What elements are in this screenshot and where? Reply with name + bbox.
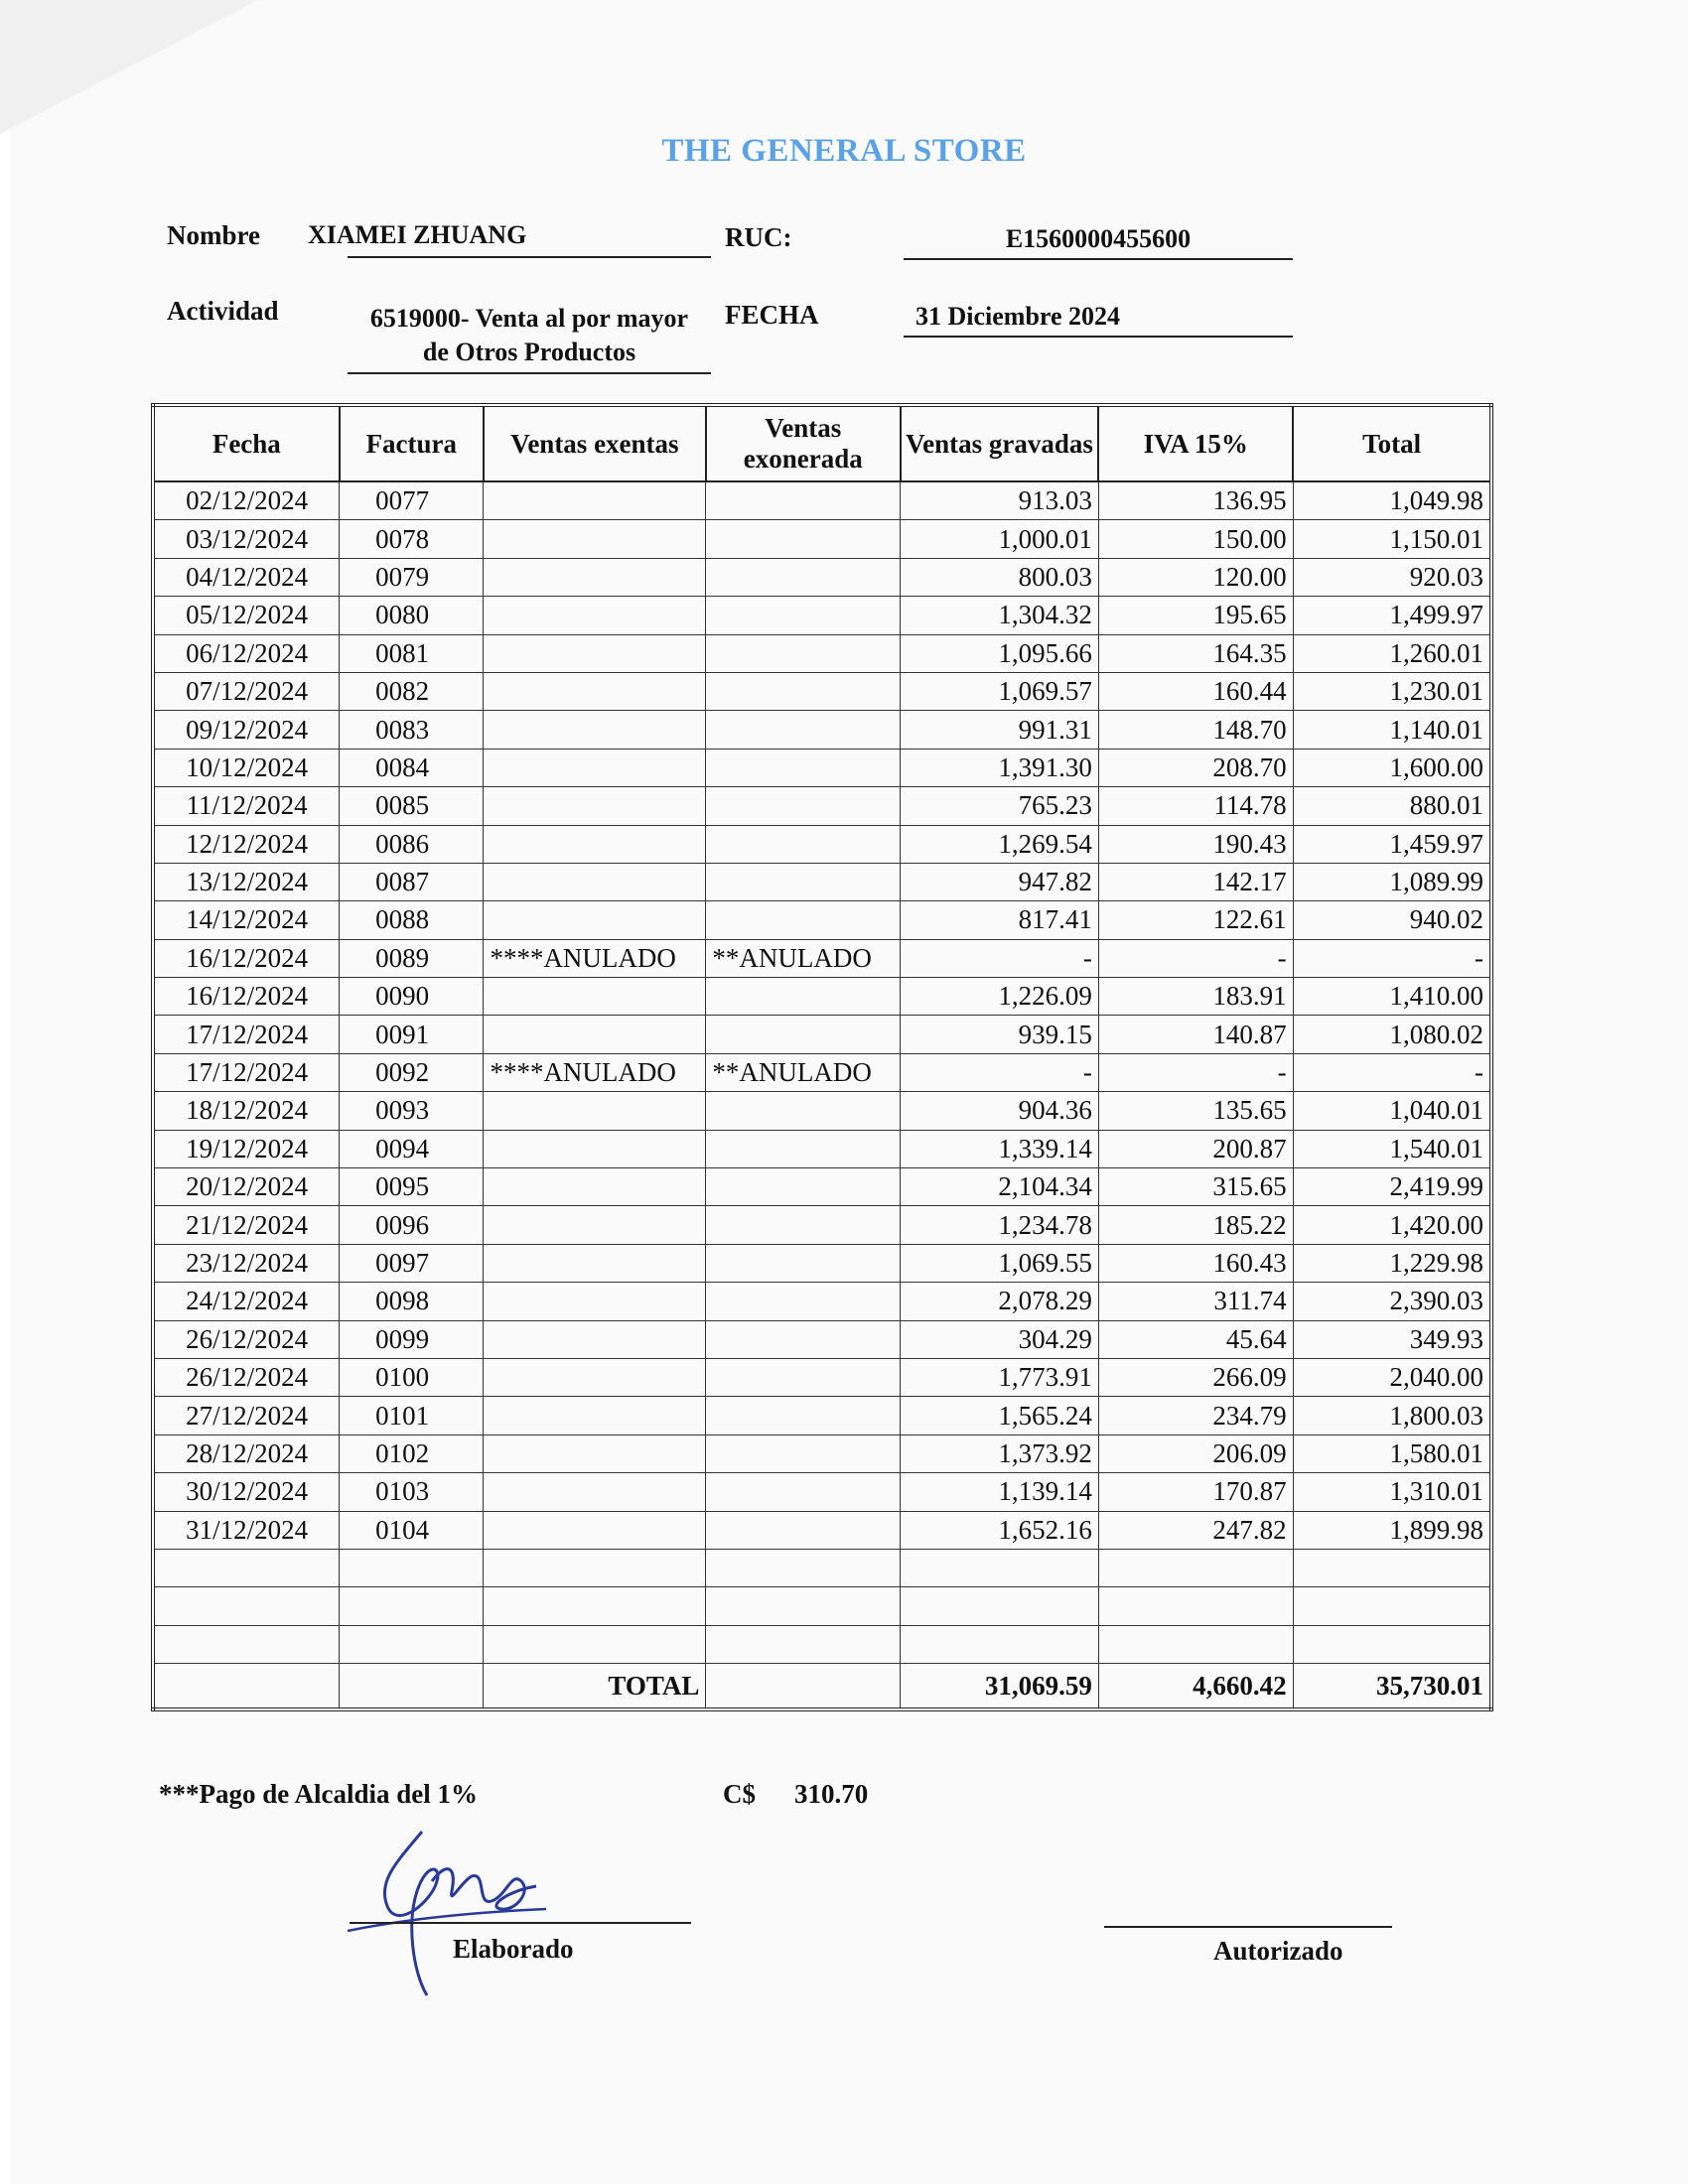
row-iva: 234.79 bbox=[1098, 1397, 1293, 1434]
ruc-label: RUC: bbox=[725, 222, 792, 252]
row-fecha: 20/12/2024 bbox=[153, 1168, 340, 1206]
row-total: 920.03 bbox=[1293, 558, 1491, 596]
table-row bbox=[153, 634, 1491, 672]
row-ventas-exonerada bbox=[706, 1320, 901, 1358]
handwritten-signature bbox=[338, 1822, 576, 2000]
row-iva: 190.43 bbox=[1098, 825, 1293, 863]
row-ventas-exonerada bbox=[706, 634, 901, 672]
row-ventas-gravadas: 947.82 bbox=[901, 863, 1099, 900]
table-row bbox=[153, 787, 1491, 825]
row-ventas-exonerada bbox=[706, 1092, 901, 1130]
table-row bbox=[153, 1283, 1491, 1320]
row-ventas-exentas bbox=[484, 1130, 706, 1167]
row-total: 2,419.99 bbox=[1293, 1168, 1491, 1206]
row-iva: 247.82 bbox=[1098, 1511, 1293, 1549]
table-row bbox=[153, 1130, 1491, 1167]
row-ventas-gravadas: 1,069.57 bbox=[901, 672, 1099, 710]
row-fecha: 02/12/2024 bbox=[153, 481, 340, 520]
row-total: 1,459.97 bbox=[1293, 825, 1491, 863]
row-iva: - bbox=[1098, 1053, 1293, 1091]
row-fecha: 18/12/2024 bbox=[153, 1092, 340, 1130]
row-iva: 135.65 bbox=[1098, 1092, 1293, 1130]
row-ventas-exonerada: **ANULADO bbox=[706, 939, 901, 977]
row-iva: 160.43 bbox=[1098, 1244, 1293, 1282]
row-fecha: 05/12/2024 bbox=[153, 597, 340, 634]
elaborado-line bbox=[350, 1922, 691, 1924]
row-ventas-exentas bbox=[484, 1092, 706, 1130]
row-iva: 170.87 bbox=[1098, 1473, 1293, 1511]
table-row bbox=[153, 749, 1491, 786]
autorizado-label: Autorizado bbox=[1213, 1936, 1343, 1966]
row-ventas-gravadas: 991.31 bbox=[901, 711, 1099, 749]
table-row bbox=[153, 1434, 1491, 1472]
row-total: 1,600.00 bbox=[1293, 749, 1491, 786]
ruc-value: E1560000455600 bbox=[1005, 224, 1192, 253]
row-ventas-exentas bbox=[484, 1434, 706, 1472]
row-ventas-gravadas: 1,373.92 bbox=[901, 1434, 1099, 1472]
blank-row bbox=[153, 1625, 1491, 1663]
row-ventas-gravadas: - bbox=[901, 1053, 1099, 1091]
row-ventas-exonerada bbox=[706, 672, 901, 710]
table-row bbox=[153, 1358, 1491, 1396]
row-iva: 122.61 bbox=[1098, 901, 1293, 939]
row-fecha: 24/12/2024 bbox=[153, 1283, 340, 1320]
row-fecha: 26/12/2024 bbox=[153, 1320, 340, 1358]
col-header-ventas-exonerada: Ventas exonerada bbox=[706, 405, 901, 481]
row-ventas-exentas bbox=[484, 901, 706, 939]
row-ventas-exentas bbox=[484, 711, 706, 749]
table-header-row bbox=[153, 405, 1491, 481]
fecha-underline bbox=[904, 336, 1293, 338]
actividad-label: Actividad bbox=[167, 296, 279, 326]
row-ventas-exentas bbox=[484, 1397, 706, 1434]
row-total: 1,260.01 bbox=[1293, 634, 1491, 672]
row-ventas-gravadas: 1,652.16 bbox=[901, 1511, 1099, 1549]
row-ventas-gravadas: 1,226.09 bbox=[901, 978, 1099, 1016]
row-iva: 195.65 bbox=[1098, 597, 1293, 634]
col-header-fecha: Fecha bbox=[153, 405, 340, 481]
row-factura: 0103 bbox=[340, 1473, 484, 1511]
row-iva: 150.00 bbox=[1098, 520, 1293, 558]
row-factura: 0101 bbox=[340, 1397, 484, 1434]
row-ventas-exonerada bbox=[706, 1168, 901, 1206]
row-total: 1,499.97 bbox=[1293, 597, 1491, 634]
row-factura: 0102 bbox=[340, 1434, 484, 1472]
row-ventas-exentas bbox=[484, 481, 706, 520]
row-ventas-exentas bbox=[484, 634, 706, 672]
row-iva: 45.64 bbox=[1098, 1320, 1293, 1358]
row-ventas-gravadas: 1,234.78 bbox=[901, 1206, 1099, 1244]
fecha-value: 31 Diciembre 2024 bbox=[915, 302, 1121, 331]
row-fecha: 10/12/2024 bbox=[153, 749, 340, 786]
row-ventas-exentas bbox=[484, 1473, 706, 1511]
row-ventas-gravadas: 1,095.66 bbox=[901, 634, 1099, 672]
table-row bbox=[153, 1511, 1491, 1549]
blank-row bbox=[153, 1549, 1491, 1586]
row-ventas-exonerada bbox=[706, 978, 901, 1016]
row-total: 1,080.02 bbox=[1293, 1016, 1491, 1053]
row-fecha: 19/12/2024 bbox=[153, 1130, 340, 1167]
row-ventas-exentas bbox=[484, 1358, 706, 1396]
table-row bbox=[153, 939, 1491, 977]
row-iva: 185.22 bbox=[1098, 1206, 1293, 1244]
row-total: 1,540.01 bbox=[1293, 1130, 1491, 1167]
row-ventas-exonerada bbox=[706, 863, 901, 900]
folded-corner bbox=[0, 0, 258, 134]
row-factura: 0088 bbox=[340, 901, 484, 939]
table-row bbox=[153, 1397, 1491, 1434]
row-ventas-gravadas: 2,078.29 bbox=[901, 1283, 1099, 1320]
row-factura: 0099 bbox=[340, 1320, 484, 1358]
table-row bbox=[153, 520, 1491, 558]
row-ventas-exonerada bbox=[706, 1206, 901, 1244]
row-factura: 0094 bbox=[340, 1130, 484, 1167]
table-row bbox=[153, 978, 1491, 1016]
row-iva: 160.44 bbox=[1098, 672, 1293, 710]
row-factura: 0096 bbox=[340, 1206, 484, 1244]
col-header-iva: IVA 15% bbox=[1098, 405, 1293, 481]
row-fecha: 26/12/2024 bbox=[153, 1358, 340, 1396]
total-total: 35,730.01 bbox=[1293, 1664, 1491, 1710]
row-total: 1,800.03 bbox=[1293, 1397, 1491, 1434]
row-ventas-exonerada bbox=[706, 1130, 901, 1167]
row-total: 1,410.00 bbox=[1293, 978, 1491, 1016]
row-ventas-exonerada bbox=[706, 597, 901, 634]
row-factura: 0079 bbox=[340, 558, 484, 596]
ledger-body bbox=[153, 481, 1491, 1549]
col-header-total: Total bbox=[1293, 405, 1491, 481]
row-fecha: 07/12/2024 bbox=[153, 672, 340, 710]
row-ventas-exonerada bbox=[706, 711, 901, 749]
row-ventas-exentas bbox=[484, 558, 706, 596]
row-factura: 0098 bbox=[340, 1283, 484, 1320]
total-iva: 4,660.42 bbox=[1098, 1664, 1293, 1710]
row-factura: 0089 bbox=[340, 939, 484, 977]
total-row bbox=[153, 1664, 1491, 1710]
row-ventas-exonerada bbox=[706, 825, 901, 863]
row-iva: 208.70 bbox=[1098, 749, 1293, 786]
row-iva: 114.78 bbox=[1098, 787, 1293, 825]
col-header-ventas-exentas: Ventas exentas bbox=[484, 405, 706, 481]
row-total: 1,310.01 bbox=[1293, 1473, 1491, 1511]
row-ventas-exonerada bbox=[706, 1244, 901, 1282]
row-factura: 0097 bbox=[340, 1244, 484, 1282]
row-ventas-exonerada bbox=[706, 1358, 901, 1396]
row-ventas-exentas bbox=[484, 749, 706, 786]
row-ventas-gravadas: 1,773.91 bbox=[901, 1358, 1099, 1396]
row-total: 1,089.99 bbox=[1293, 863, 1491, 900]
table-row bbox=[153, 1016, 1491, 1053]
row-ventas-gravadas: 1,269.54 bbox=[901, 825, 1099, 863]
row-ventas-exentas bbox=[484, 1320, 706, 1358]
row-factura: 0093 bbox=[340, 1092, 484, 1130]
row-fecha: 13/12/2024 bbox=[153, 863, 340, 900]
row-ventas-gravadas: 1,000.01 bbox=[901, 520, 1099, 558]
row-fecha: 09/12/2024 bbox=[153, 711, 340, 749]
ruc-underline bbox=[904, 258, 1293, 260]
row-ventas-gravadas: 2,104.34 bbox=[901, 1168, 1099, 1206]
row-factura: 0086 bbox=[340, 825, 484, 863]
row-factura: 0077 bbox=[340, 481, 484, 520]
total-label: TOTAL bbox=[484, 1664, 706, 1710]
table-row bbox=[153, 1053, 1491, 1091]
row-iva: 148.70 bbox=[1098, 711, 1293, 749]
row-ventas-exentas bbox=[484, 1168, 706, 1206]
table-row bbox=[153, 1092, 1491, 1130]
row-ventas-gravadas: 1,391.30 bbox=[901, 749, 1099, 786]
row-ventas-gravadas: 939.15 bbox=[901, 1016, 1099, 1053]
table-row bbox=[153, 1244, 1491, 1282]
row-ventas-exonerada bbox=[706, 1397, 901, 1434]
row-fecha: 30/12/2024 bbox=[153, 1473, 340, 1511]
table-row bbox=[153, 863, 1491, 900]
table-row bbox=[153, 481, 1491, 520]
row-factura: 0084 bbox=[340, 749, 484, 786]
row-ventas-exentas: ****ANULADO bbox=[484, 1053, 706, 1091]
row-iva: 136.95 bbox=[1098, 481, 1293, 520]
row-fecha: 23/12/2024 bbox=[153, 1244, 340, 1282]
row-ventas-exentas bbox=[484, 978, 706, 1016]
row-fecha: 28/12/2024 bbox=[153, 1434, 340, 1472]
table-row bbox=[153, 597, 1491, 634]
row-ventas-exonerada bbox=[706, 1473, 901, 1511]
row-iva: 140.87 bbox=[1098, 1016, 1293, 1053]
row-ventas-exonerada bbox=[706, 1434, 901, 1472]
row-total: - bbox=[1293, 939, 1491, 977]
row-fecha: 04/12/2024 bbox=[153, 558, 340, 596]
row-ventas-exonerada bbox=[706, 901, 901, 939]
table-row bbox=[153, 1473, 1491, 1511]
row-factura: 0080 bbox=[340, 597, 484, 634]
row-iva: 164.35 bbox=[1098, 634, 1293, 672]
row-total: 1,229.98 bbox=[1293, 1244, 1491, 1282]
row-ventas-gravadas: 817.41 bbox=[901, 901, 1099, 939]
alcaldia-amount: 310.70 bbox=[794, 1779, 869, 1809]
row-total: 1,580.01 bbox=[1293, 1434, 1491, 1472]
total-gravadas: 31,069.59 bbox=[901, 1664, 1099, 1710]
row-total: 2,040.00 bbox=[1293, 1358, 1491, 1396]
row-ventas-exentas bbox=[484, 672, 706, 710]
row-ventas-exentas bbox=[484, 1244, 706, 1282]
row-ventas-gravadas: 1,069.55 bbox=[901, 1244, 1099, 1282]
row-factura: 0095 bbox=[340, 1168, 484, 1206]
row-ventas-exonerada: **ANULADO bbox=[706, 1053, 901, 1091]
row-factura: 0092 bbox=[340, 1053, 484, 1091]
actividad-value-line1: 6519000- Venta al por mayor bbox=[369, 304, 689, 333]
store-title: THE GENERAL STORE bbox=[661, 133, 1027, 169]
autorizado-line bbox=[1104, 1926, 1392, 1928]
actividad-underline bbox=[348, 372, 711, 374]
row-ventas-exonerada bbox=[706, 1283, 901, 1320]
row-ventas-exentas bbox=[484, 1016, 706, 1053]
row-fecha: 27/12/2024 bbox=[153, 1397, 340, 1434]
row-ventas-gravadas: 304.29 bbox=[901, 1320, 1099, 1358]
row-ventas-exonerada bbox=[706, 749, 901, 786]
table-row bbox=[153, 825, 1491, 863]
row-iva: 311.74 bbox=[1098, 1283, 1293, 1320]
row-total: - bbox=[1293, 1053, 1491, 1091]
nombre-value: XIAMEI ZHUANG bbox=[308, 220, 527, 249]
row-total: 1,140.01 bbox=[1293, 711, 1491, 749]
alcaldia-label: ***Pago de Alcaldia del 1% bbox=[159, 1779, 479, 1809]
row-ventas-gravadas: 1,139.14 bbox=[901, 1473, 1099, 1511]
actividad-value-line2: de Otros Productos bbox=[422, 338, 636, 366]
row-ventas-gravadas: - bbox=[901, 939, 1099, 977]
row-factura: 0082 bbox=[340, 672, 484, 710]
row-ventas-gravadas: 765.23 bbox=[901, 787, 1099, 825]
row-fecha: 16/12/2024 bbox=[153, 939, 340, 977]
row-fecha: 17/12/2024 bbox=[153, 1053, 340, 1091]
table-row bbox=[153, 1320, 1491, 1358]
row-ventas-gravadas: 913.03 bbox=[901, 481, 1099, 520]
row-fecha: 06/12/2024 bbox=[153, 634, 340, 672]
table-row bbox=[153, 1206, 1491, 1244]
row-fecha: 16/12/2024 bbox=[153, 978, 340, 1016]
col-header-factura: Factura bbox=[340, 405, 484, 481]
row-ventas-gravadas: 800.03 bbox=[901, 558, 1099, 596]
row-total: 880.01 bbox=[1293, 787, 1491, 825]
row-ventas-exentas bbox=[484, 863, 706, 900]
row-total: 940.02 bbox=[1293, 901, 1491, 939]
row-ventas-exentas bbox=[484, 520, 706, 558]
row-ventas-exentas bbox=[484, 825, 706, 863]
row-total: 1,230.01 bbox=[1293, 672, 1491, 710]
row-factura: 0090 bbox=[340, 978, 484, 1016]
table-row bbox=[153, 711, 1491, 749]
row-ventas-gravadas: 904.36 bbox=[901, 1092, 1099, 1130]
row-ventas-exentas bbox=[484, 1206, 706, 1244]
row-factura: 0104 bbox=[340, 1511, 484, 1549]
row-ventas-exentas bbox=[484, 1511, 706, 1549]
sales-ledger-table bbox=[151, 403, 1493, 1711]
row-iva: 142.17 bbox=[1098, 863, 1293, 900]
elaborado-label: Elaborado bbox=[453, 1934, 574, 1964]
row-fecha: 21/12/2024 bbox=[153, 1206, 340, 1244]
row-ventas-exonerada bbox=[706, 1511, 901, 1549]
row-ventas-exonerada bbox=[706, 481, 901, 520]
row-total: 1,899.98 bbox=[1293, 1511, 1491, 1549]
row-fecha: 11/12/2024 bbox=[153, 787, 340, 825]
nombre-label: Nombre bbox=[167, 220, 260, 250]
row-total: 1,040.01 bbox=[1293, 1092, 1491, 1130]
row-iva: 206.09 bbox=[1098, 1434, 1293, 1472]
row-fecha: 14/12/2024 bbox=[153, 901, 340, 939]
row-factura: 0087 bbox=[340, 863, 484, 900]
nombre-underline bbox=[348, 256, 711, 258]
row-factura: 0078 bbox=[340, 520, 484, 558]
table-row bbox=[153, 901, 1491, 939]
row-iva: 200.87 bbox=[1098, 1130, 1293, 1167]
row-iva: 120.00 bbox=[1098, 558, 1293, 596]
blank-row bbox=[153, 1587, 1491, 1625]
row-factura: 0083 bbox=[340, 711, 484, 749]
table-row bbox=[153, 672, 1491, 710]
row-fecha: 12/12/2024 bbox=[153, 825, 340, 863]
row-ventas-gravadas: 1,304.32 bbox=[901, 597, 1099, 634]
row-factura: 0100 bbox=[340, 1358, 484, 1396]
row-fecha: 31/12/2024 bbox=[153, 1511, 340, 1549]
row-iva: 315.65 bbox=[1098, 1168, 1293, 1206]
row-ventas-gravadas: 1,339.14 bbox=[901, 1130, 1099, 1167]
row-total: 349.93 bbox=[1293, 1320, 1491, 1358]
row-ventas-exentas bbox=[484, 1283, 706, 1320]
row-ventas-exonerada bbox=[706, 558, 901, 596]
table-row bbox=[153, 558, 1491, 596]
row-factura: 0091 bbox=[340, 1016, 484, 1053]
col-header-ventas-gravadas: Ventas gravadas bbox=[901, 405, 1099, 481]
row-fecha: 17/12/2024 bbox=[153, 1016, 340, 1053]
row-iva: - bbox=[1098, 939, 1293, 977]
row-total: 2,390.03 bbox=[1293, 1283, 1491, 1320]
row-fecha: 03/12/2024 bbox=[153, 520, 340, 558]
row-ventas-exentas bbox=[484, 787, 706, 825]
row-ventas-exentas: ****ANULADO bbox=[484, 939, 706, 977]
table-row bbox=[153, 1168, 1491, 1206]
row-total: 1,150.01 bbox=[1293, 520, 1491, 558]
row-ventas-exentas bbox=[484, 597, 706, 634]
alcaldia-currency: C$ bbox=[723, 1779, 756, 1809]
row-ventas-exonerada bbox=[706, 1016, 901, 1053]
row-ventas-exonerada bbox=[706, 787, 901, 825]
row-ventas-gravadas: 1,565.24 bbox=[901, 1397, 1099, 1434]
row-iva: 183.91 bbox=[1098, 978, 1293, 1016]
fecha-label: FECHA bbox=[725, 300, 819, 330]
row-iva: 266.09 bbox=[1098, 1358, 1293, 1396]
row-total: 1,049.98 bbox=[1293, 481, 1491, 520]
row-ventas-exonerada bbox=[706, 520, 901, 558]
row-factura: 0085 bbox=[340, 787, 484, 825]
row-factura: 0081 bbox=[340, 634, 484, 672]
row-total: 1,420.00 bbox=[1293, 1206, 1491, 1244]
